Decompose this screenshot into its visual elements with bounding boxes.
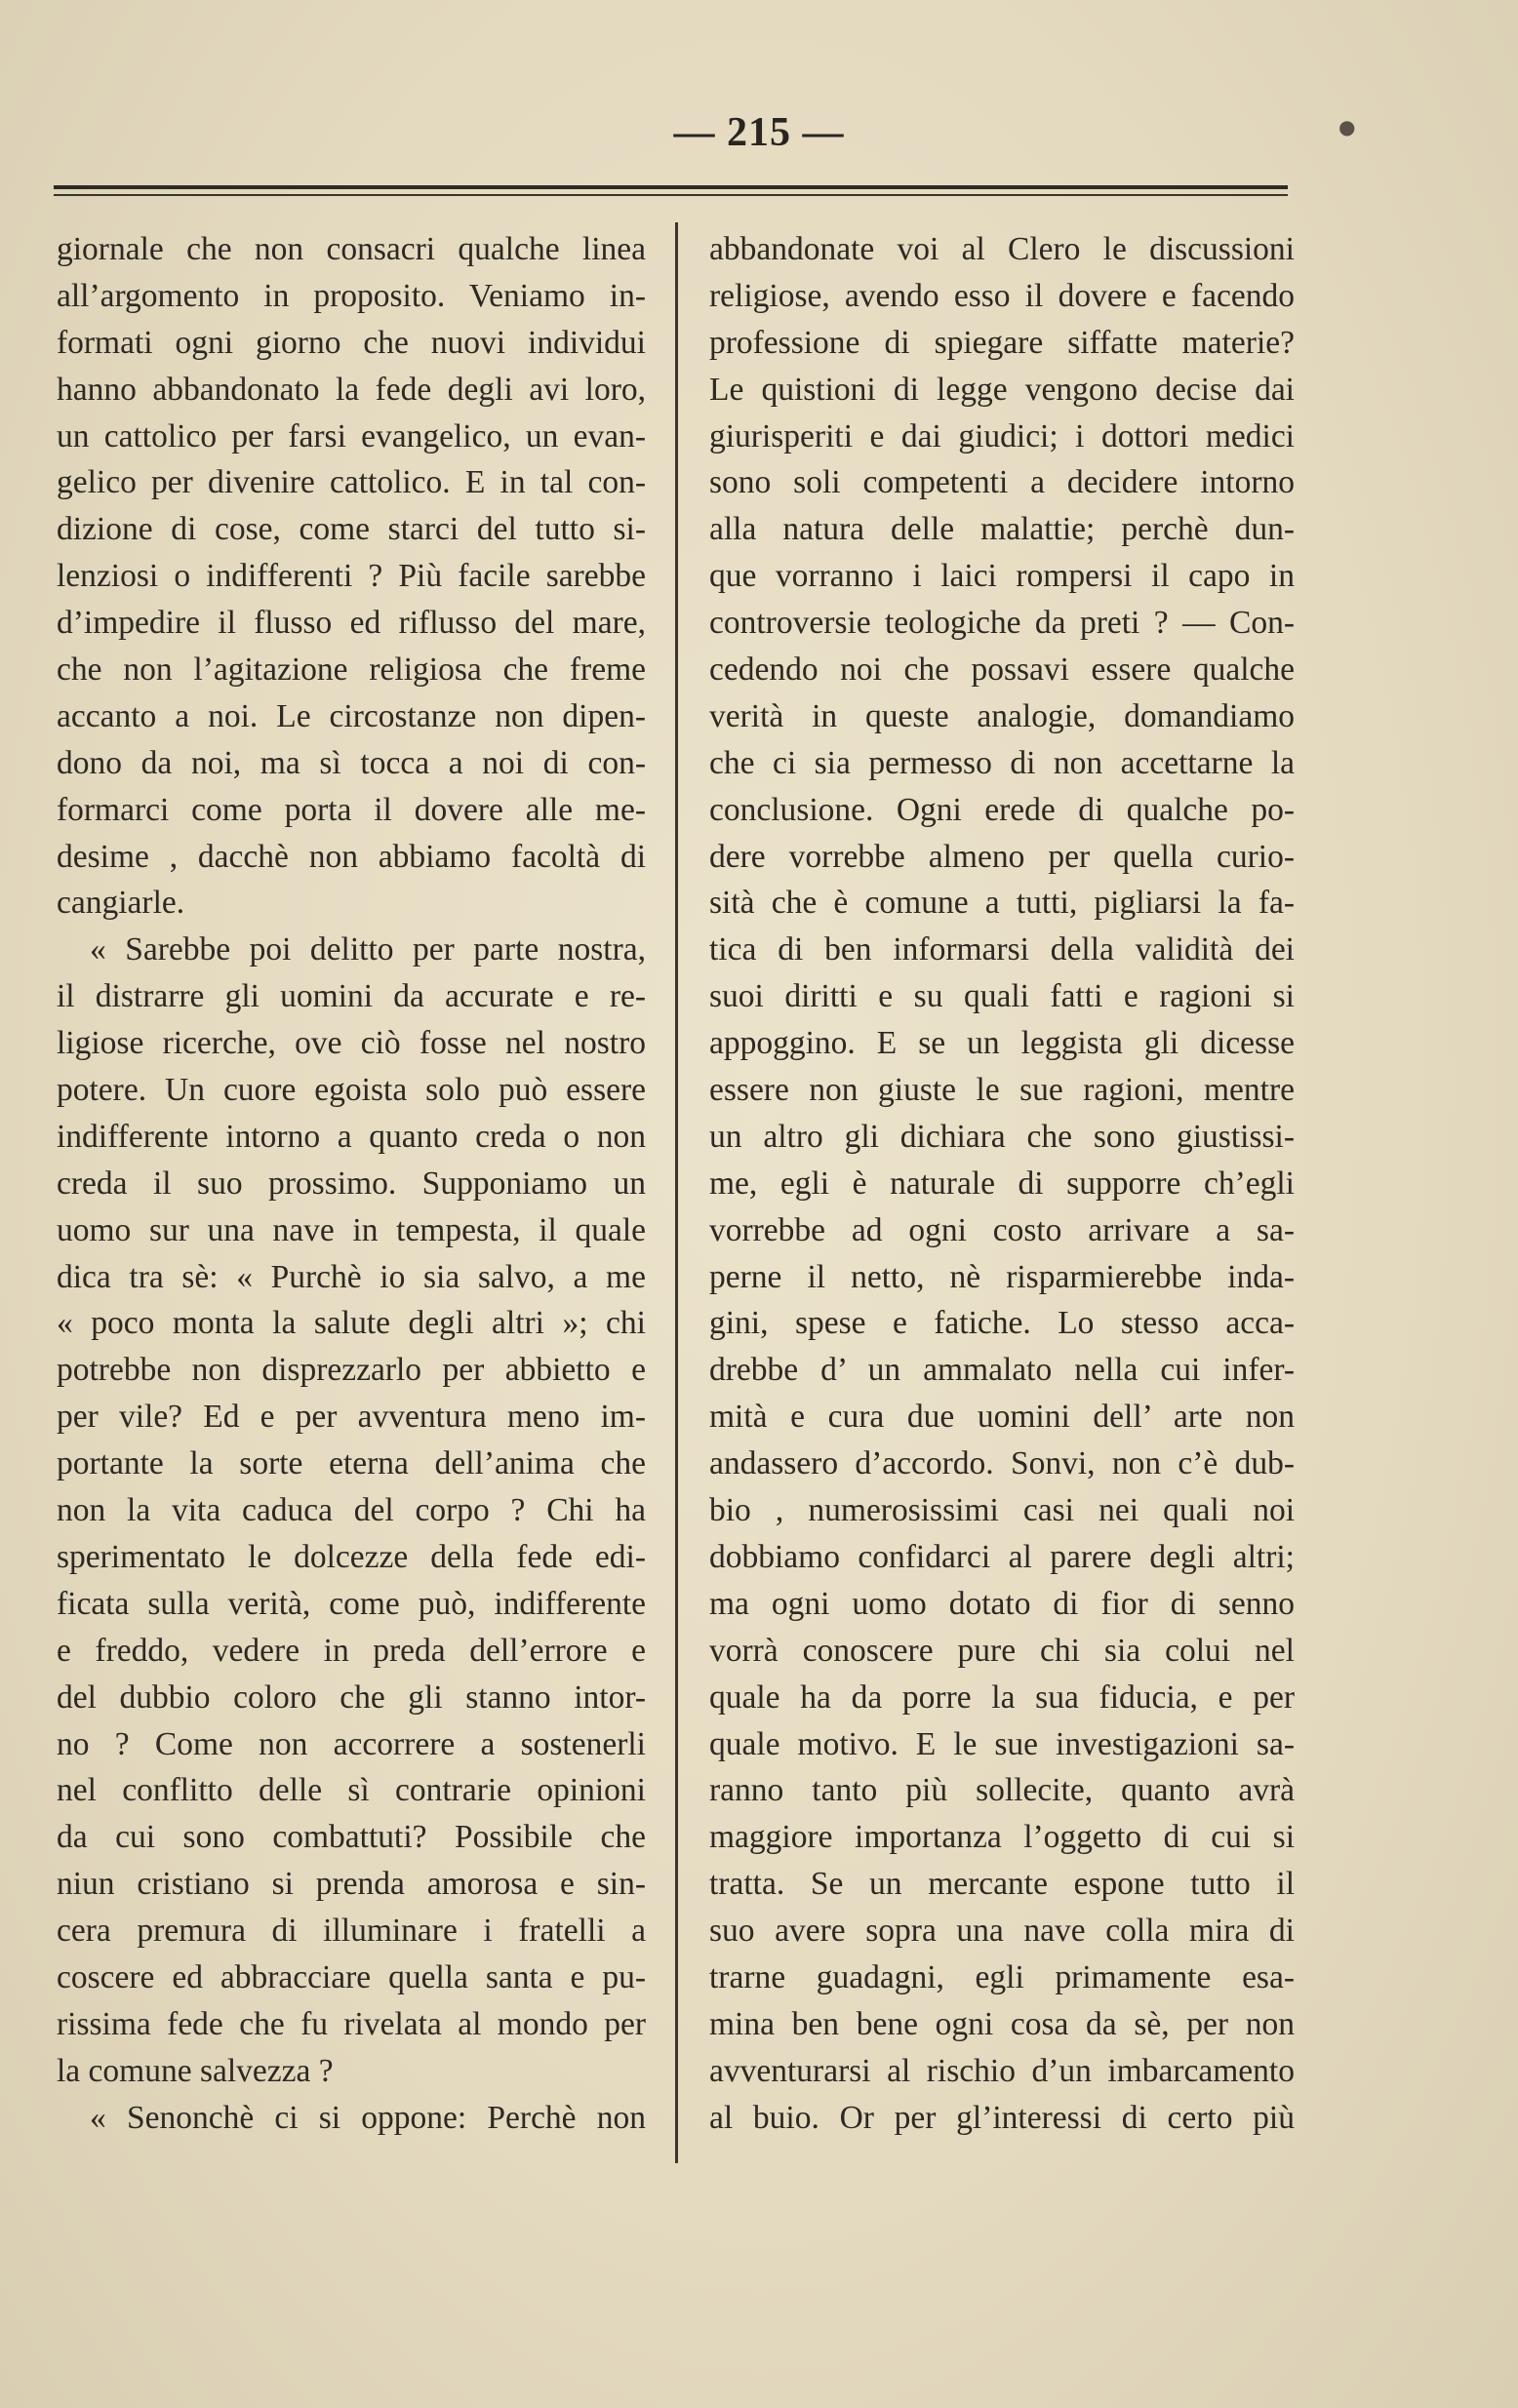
text-line: lenziosi o indifferenti ? Più facile sarebbe [57, 558, 646, 595]
text-line: formati ogni giorno che nuovi individui [57, 324, 646, 361]
text-line: cedendo noi che possavi essere qualche [709, 651, 1295, 689]
text-line: portante la sorte eterna dell’anima che [57, 1445, 646, 1482]
text-line: tratta. Se un mercante espone tutto il [709, 1866, 1295, 1903]
text-line: tica di ben informarsi della validità dei [709, 931, 1295, 968]
text-line: per vile? Ed e per avventura meno im- [57, 1399, 646, 1436]
text-line: un cattolico per farsi evangelico, un evan- [57, 417, 646, 454]
text-line: bio , numerosissimi casi nei quali noi [709, 1492, 1295, 1529]
text-line: il distrarre gli uomini da accurate e re- [57, 978, 646, 1015]
text-line: « Sarebbe poi delitto per parte nostra, [90, 931, 646, 968]
text-line: niun cristiano si prenda amorosa e sin- [57, 1866, 646, 1903]
text-line: quale ha da porre la sua fiducia, e per [709, 1678, 1295, 1716]
text-line: desime , dacchè non abbiamo facoltà di [57, 838, 646, 875]
text-column-left [57, 226, 646, 2142]
text-line: religiose, avendo esso il dovere e facendo [709, 277, 1295, 314]
text-line: dere vorrebbe almeno per quella curio- [709, 838, 1295, 875]
text-line: controversie teologiche da preti ? — Con- [709, 605, 1295, 642]
text-line: potrebbe non disprezzarlo per abbietto e [57, 1352, 646, 1389]
text-line: professione di spiegare siffatte materie? [709, 324, 1295, 361]
text-line: coscere ed abbracciare quella santa e pu- [57, 1958, 646, 1995]
text-line: gini, spese e fatiche. Lo stesso acca- [709, 1305, 1295, 1342]
text-line: e freddo, vedere in preda dell’errore e [57, 1632, 646, 1669]
text-line: da cui sono combattuti? Possibile che [57, 1819, 646, 1856]
text-line: drebbe d’ un ammalato nella cui infer- [709, 1352, 1295, 1389]
column-divider [675, 222, 678, 2163]
text-line: uomo sur una nave in tempesta, il quale [57, 1211, 646, 1248]
text-line: formarci come porta il dovere alle me- [57, 791, 646, 828]
text-line: abbandonate voi al Clero le discussioni [709, 231, 1295, 267]
text-line: sperimentato le dolcezze della fede edi- [57, 1538, 646, 1575]
text-line: perne il netto, nè risparmierebbe inda- [709, 1258, 1295, 1295]
text-line: appoggino. E se un leggista gli dicesse [709, 1025, 1295, 1062]
text-line: « poco monta la salute degli altri »; chi [57, 1305, 646, 1342]
text-line: quale motivo. E le sue investigazioni sa- [709, 1725, 1295, 1762]
text-line: no ? Come non accorrere a sostenerli [57, 1725, 646, 1762]
text-line: ma ogni uomo dotato di fior di senno [709, 1585, 1295, 1622]
text-line: vorrebbe ad ogni costo arrivare a sa- [709, 1211, 1295, 1248]
text-line: che non l’agitazione religiosa che freme [57, 651, 646, 689]
text-line: verità in queste analogie, domandiamo [709, 697, 1295, 734]
text-line: giornale che non consacri qualche linea [57, 231, 646, 267]
text-line: « Senonchè ci si oppone: Perchè non [90, 2099, 646, 2136]
text-line: essere non giuste le sue ragioni, mentre [709, 1072, 1295, 1109]
text-line: non la vita caduca del corpo ? Chi ha [57, 1492, 646, 1529]
text-line: maggiore importanza l’oggetto di cui si [709, 1819, 1295, 1856]
text-line: creda il suo prossimo. Supponiamo un [57, 1165, 646, 1202]
text-line: rissima fede che fu rivelata al mondo per [57, 2005, 646, 2042]
text-line: suoi diritti e su quali fatti e ragioni si [709, 978, 1295, 1015]
text-column-right [709, 226, 1295, 2142]
text-line: che ci sia permesso di non accettarne la [709, 744, 1295, 781]
text-line: mina ben bene ogni cosa da sè, per non [709, 2005, 1295, 2042]
text-line: sono soli competenti a decidere intorno [709, 464, 1295, 501]
text-line: del dubbio coloro che gli stanno intor- [57, 1678, 646, 1716]
text-line: cangiarle. [57, 885, 185, 922]
text-line: ranno tanto più sollecite, quanto avrà [709, 1772, 1295, 1809]
text-line: me, egli è naturale di supporre ch’egli [709, 1165, 1295, 1202]
text-line: dizione di cose, come starci del tutto si- [57, 511, 646, 548]
text-line: mità e cura due uomini dell’ arte non [709, 1399, 1295, 1436]
text-line: la comune salvezza ? [57, 2052, 334, 2089]
text-line: dono da noi, ma sì tocca a noi di con- [57, 744, 646, 781]
text-line: accanto a noi. Le circostanze non dipen- [57, 697, 646, 734]
text-line: que vorranno i laici rompersi il capo in [709, 558, 1295, 595]
text-line: conclusione. Ogni erede di qualche po- [709, 791, 1295, 828]
text-line: dobbiamo confidarci al parere degli altri; [709, 1538, 1295, 1575]
text-line: potere. Un cuore egoista solo può essere [57, 1072, 646, 1109]
text-line: ligiose ricerche, ove ciò fosse nel nostro [57, 1025, 646, 1062]
text-line: all’argomento in proposito. Veniamo in- [57, 277, 646, 314]
header-rule-thin [54, 194, 1288, 196]
text-line: nel conflitto delle sì contrarie opinioni [57, 1772, 646, 1809]
text-line: cera premura di illuminare i fratelli a [57, 1913, 646, 1950]
text-line: vorrà conoscere pure chi sia colui nel [709, 1632, 1295, 1669]
ink-speck: ● [1338, 115, 1356, 138]
text-line: indifferente intorno a quanto creda o non [57, 1118, 646, 1155]
text-line: gelico per divenire cattolico. E in tal con- [57, 464, 646, 501]
text-line: trarne guadagni, egli primamente esa- [709, 1958, 1295, 1995]
text-line: alla natura delle malattie; perchè dun- [709, 511, 1295, 548]
text-line: Le quistioni di legge vengono decise dai [709, 371, 1295, 408]
text-line: avventurarsi al rischio d’un imbarcamento [709, 2052, 1295, 2089]
text-line: giurisperiti e dai giudici; i dottori medici [709, 417, 1295, 454]
text-line: hanno abbandonato la fede degli avi loro, [57, 371, 646, 408]
text-line: suo avere sopra una nave colla mira di [709, 1913, 1295, 1950]
text-line: un altro gli dichiara che sono giustissi- [709, 1118, 1295, 1155]
text-line: al buio. Or per gl’interessi di certo più [709, 2099, 1295, 2136]
header-rule-thick [54, 185, 1288, 189]
text-line: andassero d’accordo. Sonvi, non c’è dub- [709, 1445, 1295, 1482]
text-line: dica tra sè: « Purchè io sia salvo, a me [57, 1258, 646, 1295]
text-line: ficata sulla verità, come può, indifferente [57, 1585, 646, 1622]
text-line: d’impedire il flusso ed riflusso del mare, [57, 605, 646, 642]
page-number: — 215 — [673, 110, 845, 155]
text-line: sità che è comune a tutti, pigliarsi la fa- [709, 885, 1295, 922]
